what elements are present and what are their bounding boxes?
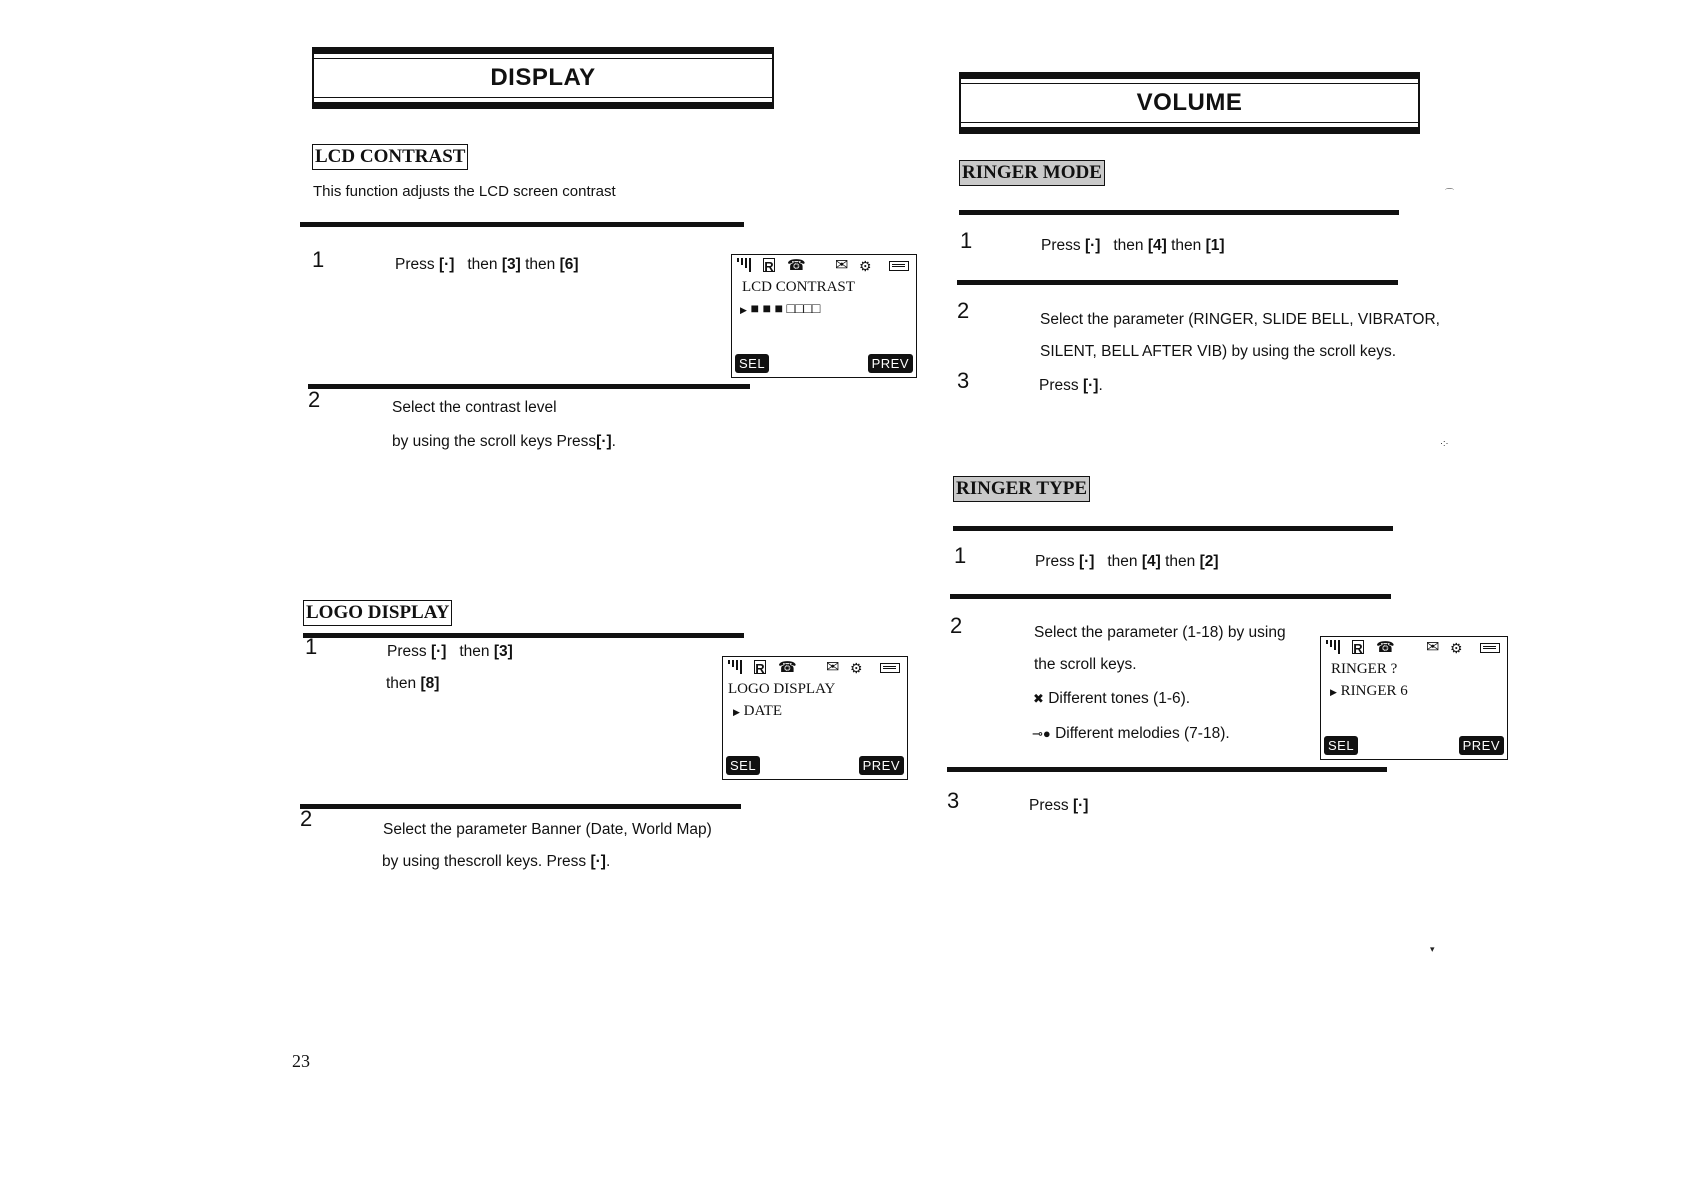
then-label: then [1165, 553, 1196, 570]
key-3: [3] [501, 256, 521, 273]
key-8: [8] [420, 675, 440, 692]
contrast-level: ■ ■ ■ □□□□ [750, 302, 821, 317]
key-1: [1] [1205, 237, 1225, 254]
then-label: then [467, 256, 498, 273]
then-label: then [1171, 237, 1202, 254]
bullet-text: Different tones (1-6). [1048, 690, 1191, 707]
lcd-contrast-description: This function adjusts the LCD screen contrast [313, 183, 616, 200]
status-bar [1326, 640, 1502, 658]
alarm-icon: ⚙ [1450, 640, 1463, 656]
phone-icon: ☎ [787, 257, 806, 274]
pointer-icon: ▶ [740, 305, 747, 315]
lcd-contrast-step1 [395, 256, 579, 274]
display-title [312, 47, 774, 109]
prev-softkey[interactable]: PREV [1459, 736, 1504, 755]
logo-display-screen [722, 656, 908, 780]
logo-display-step1-line1 [387, 643, 513, 661]
battery-icon [880, 663, 900, 673]
ringer-mode-step2-line1: Select the parameter (RINGER, SLIDE BELL, VIBRATOR, [1040, 311, 1440, 328]
phone-icon: ☎ [1376, 639, 1395, 656]
key-6: [6] [559, 256, 579, 273]
screen-line-2 [1330, 683, 1408, 700]
press-label: Press [395, 256, 435, 273]
scan-speck: ▾ [1430, 944, 1435, 954]
press-label: Press [1039, 377, 1079, 394]
battery-icon [889, 261, 909, 271]
ringer-type-step2-line1: Select the parameter (1-18) by using [1034, 624, 1286, 641]
step-number: 1 [312, 247, 325, 272]
ringer-type-heading: RINGER TYPE [953, 476, 1090, 502]
alarm-icon: ⚙ [850, 660, 863, 676]
envelope-icon: ✉ [1426, 639, 1440, 656]
period: . [611, 433, 616, 450]
volume-title [959, 72, 1420, 134]
step-number: 1 [954, 543, 967, 568]
key-select: [·] [596, 433, 612, 450]
prev-softkey[interactable]: PREV [859, 756, 904, 775]
logo-display-heading: LOGO DISPLAY [303, 600, 452, 626]
period: . [605, 853, 611, 870]
screen-line-2 [733, 703, 782, 720]
page-number: 23 [292, 1051, 310, 1071]
divider [950, 594, 1391, 599]
roaming-icon: R [1353, 641, 1363, 656]
ringer-value: RINGER 6 [1340, 683, 1408, 699]
key-select: [·] [590, 853, 606, 870]
ringer-type-step2-line2: the scroll keys. [1034, 656, 1137, 673]
divider [959, 210, 1399, 215]
ringer-mode-step2-line2: SILENT, BELL AFTER VIB) by using the scroll keys. [1040, 343, 1397, 360]
lcd-contrast-heading: LCD CONTRAST [312, 144, 468, 170]
step-number: 1 [960, 228, 973, 253]
divider [300, 804, 741, 809]
roaming-icon: R [764, 259, 774, 274]
divider [303, 633, 744, 638]
display-title-text: DISPLAY [490, 64, 596, 91]
battery-icon [1480, 643, 1500, 653]
then-label: then [525, 256, 556, 273]
volume-title-text: VOLUME [1136, 89, 1243, 116]
ringer-mode-step1 [1041, 237, 1225, 255]
prev-softkey[interactable]: PREV [868, 354, 913, 373]
key-select: [·] [1072, 797, 1089, 814]
scan-speck: ·:· [1440, 438, 1449, 448]
divider [957, 280, 1398, 285]
key-select: [·] [430, 643, 447, 660]
ringer-type-bullet-tones [1033, 690, 1190, 708]
sel-softkey[interactable]: SEL [1324, 736, 1358, 755]
divider [947, 767, 1387, 772]
logo-display-step2-line1: Select the parameter Banner (Date, World Map) [383, 821, 712, 838]
then-label: then [1107, 553, 1138, 570]
screen-line-2 [740, 301, 820, 318]
status-bar [728, 660, 902, 678]
envelope-icon: ✉ [835, 257, 849, 274]
ringer-mode-step3 [1039, 377, 1103, 395]
ringer-type-bullet-melodies [1032, 725, 1230, 743]
scan-speck: ⌒ [1445, 188, 1455, 198]
step-number: 2 [950, 613, 963, 638]
divider [308, 384, 750, 389]
screen-line-1: LCD CONTRAST [742, 279, 855, 295]
then-label: then [386, 675, 417, 692]
key-select: [·] [1082, 377, 1099, 394]
ringer-type-step3 [1029, 797, 1088, 815]
ringer-mode-heading: RINGER MODE [959, 160, 1105, 186]
press-label: Press [387, 643, 427, 660]
screen-line-1: RINGER ? [1331, 661, 1398, 677]
press-label: Press [1035, 553, 1075, 570]
key-select: [·] [1078, 553, 1095, 570]
step-number: 1 [305, 634, 318, 659]
key-4: [4] [1147, 237, 1167, 254]
then-label: then [1113, 237, 1144, 254]
ringer-type-step1 [1035, 553, 1219, 571]
status-bar [737, 258, 911, 276]
arrow-icon: ⊸● [1032, 726, 1051, 741]
key-select: [·] [438, 256, 455, 273]
cross-icon: ✖ [1033, 691, 1044, 706]
press-label: Press [1029, 797, 1069, 814]
divider [300, 222, 744, 227]
screen-line-1: LOGO DISPLAY [728, 681, 836, 697]
key-2: [2] [1199, 553, 1219, 570]
key-4: [4] [1141, 553, 1161, 570]
pointer-icon: ▶ [733, 707, 740, 717]
signal-icon [728, 660, 744, 674]
lcd-contrast-step2-line1: Select the contrast level [392, 399, 557, 416]
signal-icon [1326, 640, 1342, 654]
step-number: 2 [957, 298, 970, 323]
sel-softkey[interactable]: SEL [735, 354, 769, 373]
step-number: 2 [300, 806, 313, 831]
logo-display-step2-line2 [382, 853, 610, 871]
envelope-icon: ✉ [826, 659, 840, 676]
divider [953, 526, 1393, 531]
signal-icon [737, 258, 753, 272]
then-label: then [459, 643, 490, 660]
step-number: 3 [947, 788, 960, 813]
step-number: 2 [308, 387, 321, 412]
step-text: by using the scroll keys Press [392, 433, 597, 450]
phone-icon: ☎ [778, 659, 797, 676]
ringer-type-screen [1320, 636, 1508, 760]
logo-display-step1-line2 [386, 675, 439, 693]
step-number: 3 [957, 368, 970, 393]
bullet-text: Different melodies (7-18). [1055, 725, 1230, 742]
lcd-contrast-screen [731, 254, 917, 378]
alarm-icon: ⚙ [859, 258, 872, 274]
sel-softkey[interactable]: SEL [726, 756, 760, 775]
press-label: Press [1041, 237, 1081, 254]
step-text: by using thescroll keys. Press [382, 853, 587, 870]
roaming-icon: R [755, 661, 765, 676]
lcd-contrast-step2-line2 [392, 433, 616, 451]
pointer-icon: ▶ [1330, 687, 1337, 697]
key-select: [·] [1084, 237, 1101, 254]
banner-value: DATE [743, 703, 782, 719]
key-3: [3] [493, 643, 513, 660]
period: . [1098, 377, 1103, 394]
